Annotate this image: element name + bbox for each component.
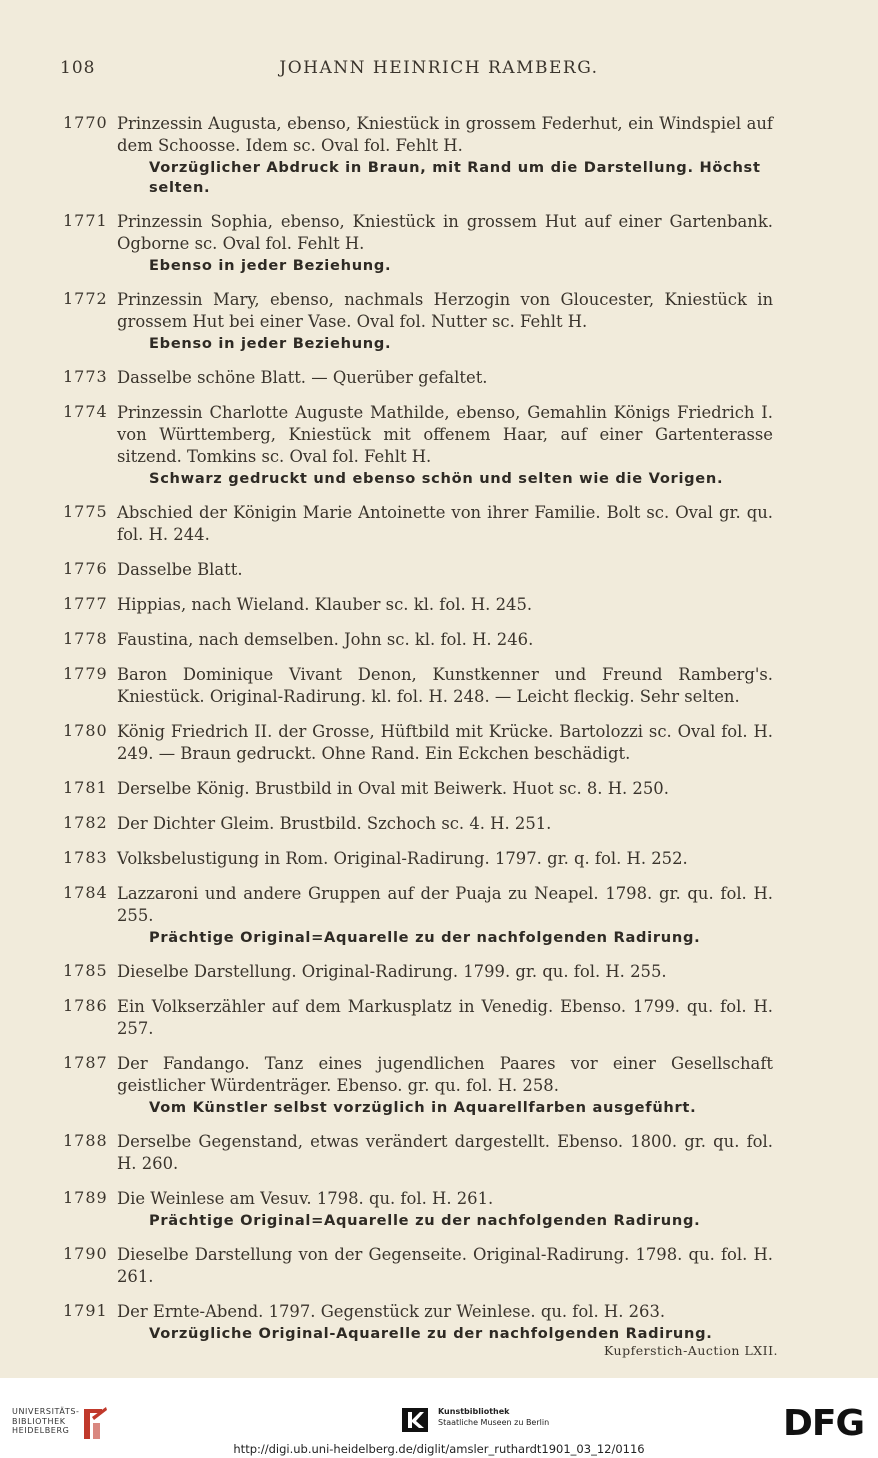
entry-remark: Schwarz gedruckt und ebenso schön und selten wie die Vorigen. — [149, 470, 724, 487]
catalogue-entry — [0, 502, 878, 546]
kunstbibliothek-label: Kunstbibliothek Staatliche Museen zu Berlin — [438, 1407, 550, 1427]
catalogue-entry — [0, 211, 878, 276]
digitization-strip — [0, 1378, 878, 1458]
entry-number: 1771 — [63, 211, 108, 230]
entry-description: Der Fandango. Tanz eines jugendlichen Paares vor einer Gesellschaft geistlicher Würdenträger. Ebenso. gr. qu. fol. H. 258. — [117, 1054, 773, 1095]
catalogue-entry — [0, 1244, 878, 1288]
catalogue-entry — [0, 848, 878, 870]
catalogue-entry — [0, 402, 878, 489]
entry-number: 1778 — [63, 629, 108, 648]
entry-number: 1789 — [63, 1188, 108, 1207]
catalogue-entry — [0, 996, 878, 1040]
entry-number: 1780 — [63, 721, 108, 740]
entry-description: Baron Dominique Vivant Denon, Kunstkenner und Freund Ramberg's. Kniestück. Original-Radirung. kl. fol. H. 248. — Leicht fleckig. Sehr selten. — [117, 665, 773, 706]
entry-description: Hippias, nach Wieland. Klauber sc. kl. fol. H. 245. — [117, 595, 533, 614]
catalogue-entry — [0, 778, 878, 800]
entry-number: 1787 — [63, 1053, 108, 1072]
entry-description: Faustina, nach demselben. John sc. kl. fol. H. 246. — [117, 630, 534, 649]
entry-description: Ein Volkserzähler auf dem Markusplatz in Venedig. Ebenso. 1799. qu. fol. H. 257. — [117, 997, 773, 1038]
entry-number: 1791 — [63, 1301, 108, 1320]
entry-description: König Friedrich II. der Grosse, Hüftbild mit Krücke. Bartolozzi sc. Oval fol. H. 249. — Braun gedruckt. Ohne Rand. Ein Eckchen beschädigt. — [117, 722, 773, 763]
entry-description: Der Ernte-Abend. 1797. Gegenstück zur Weinlese. qu. fol. H. 263. — [117, 1302, 666, 1321]
catalogue-entry — [0, 721, 878, 765]
entry-remark: Ebenso in jeder Beziehung. — [149, 257, 392, 274]
entry-number: 1770 — [63, 113, 108, 132]
entry-description: Dieselbe Darstellung. Original-Radirung. 1799. gr. qu. fol. H. 255. — [117, 962, 667, 981]
entry-number: 1774 — [63, 402, 108, 421]
entry-number: 1772 — [63, 289, 108, 308]
catalogue-entry — [0, 1053, 878, 1118]
entry-number: 1782 — [63, 813, 108, 832]
entry-remark: Prächtige Original=Aquarelle zu der nachfolgenden Radirung. — [149, 1212, 701, 1229]
entry-remark: Prächtige Original=Aquarelle zu der nachfolgenden Radirung. — [149, 929, 701, 946]
university-library-label: UNIVERSITÄTS- BIBLIOTHEK HEIDELBERG — [12, 1407, 80, 1435]
entry-number: 1783 — [63, 848, 108, 867]
entry-number: 1775 — [63, 502, 108, 521]
catalogue-entry — [0, 664, 878, 708]
catalogue-entries — [0, 113, 878, 1357]
entry-description: Volksbelustigung in Rom. Original-Radirung. 1797. gr. q. fol. H. 252. — [117, 849, 688, 868]
catalogue-entry — [0, 813, 878, 835]
catalogue-entry — [0, 367, 878, 389]
page-header — [0, 58, 878, 82]
entry-description: Prinzessin Augusta, ebenso, Kniestück in grossem Federhut, ein Windspiel auf dem Schoosse. Idem sc. Oval fol. Fehlt H. — [117, 114, 773, 155]
catalogue-entry — [0, 113, 878, 198]
entry-description: Die Weinlese am Vesuv. 1798. qu. fol. H. 261. — [117, 1189, 494, 1208]
entry-description: Prinzessin Charlotte Auguste Mathilde, ebenso, Gemahlin Königs Friedrich I. von Württemberg, Kniestück mit offenem Haar, auf einer Gartenterasse sitzend. Tomkins sc. Oval fol. Fehlt H. — [117, 403, 773, 466]
entry-number: 1784 — [63, 883, 108, 902]
catalogue-entry — [0, 289, 878, 354]
entry-description: Derselbe Gegenstand, etwas verändert dargestellt. Ebenso. 1800. gr. qu. fol. H. 260. — [117, 1132, 773, 1173]
entry-number: 1786 — [63, 996, 108, 1015]
entry-number: 1779 — [63, 664, 108, 683]
entry-remark: Vom Künstler selbst vorzüglich in Aquarellfarben ausgeführt. — [149, 1099, 697, 1116]
catalogue-entry — [0, 1301, 878, 1344]
catalogue-entry — [0, 961, 878, 983]
entry-number: 1788 — [63, 1131, 108, 1150]
catalogue-entry — [0, 1188, 878, 1231]
entry-description: Prinzessin Sophia, ebenso, Kniestück in grossem Hut auf einer Gartenbank. Ogborne sc. Oval fol. Fehlt H. — [117, 212, 773, 253]
catalogue-entry — [0, 1131, 878, 1175]
entry-number: 1777 — [63, 594, 108, 613]
kunstbibliothek-logo-icon — [402, 1408, 428, 1432]
entry-remark: Vorzügliche Original-Aquarelle zu der nachfolgenden Radirung. — [149, 1325, 713, 1342]
entry-number: 1776 — [63, 559, 108, 578]
entry-description: Der Dichter Gleim. Brustbild. Szchoch sc. 4. H. 251. — [117, 814, 552, 833]
running-title: JOHANN HEINRICH RAMBERG. — [279, 58, 599, 78]
entry-description: Lazzaroni und andere Gruppen auf der Puaja zu Neapel. 1798. gr. qu. fol. H. 255. — [117, 884, 773, 925]
entry-number: 1773 — [63, 367, 108, 386]
entry-remark: Vorzüglicher Abdruck in Braun, mit Rand um die Darstellung. Höchst selten. — [149, 159, 761, 196]
page-number: 108 — [60, 58, 96, 78]
entry-description: Dieselbe Darstellung von der Gegenseite. Original-Radirung. 1798. qu. fol. H. 261. — [117, 1245, 773, 1286]
entry-description: Prinzessin Mary, ebenso, nachmals Herzogin von Gloucester, Kniestück in grossem Hut bei einer Vase. Oval fol. Nutter sc. Fehlt H. — [117, 290, 773, 331]
catalogue-entry — [0, 629, 878, 651]
footer-signature: Kupferstich-Auction LXII. — [603, 1343, 778, 1358]
entry-description: Dasselbe Blatt. — [117, 560, 243, 579]
catalogue-entry — [0, 559, 878, 581]
entry-number: 1785 — [63, 961, 108, 980]
source-url[interactable]: http://digi.ub.uni-heidelberg.de/diglit/amsler_ruthardt1901_03_12/0116 — [233, 1442, 645, 1456]
university-logo-icon — [80, 1403, 110, 1443]
entry-description: Abschied der Königin Marie Antoinette von ihrer Familie. Bolt sc. Oval gr. qu. fol. H. 244. — [117, 503, 773, 544]
catalogue-entry — [0, 883, 878, 948]
entry-description: Derselbe König. Brustbild in Oval mit Beiwerk. Huot sc. 8. H. 250. — [117, 779, 669, 798]
dfg-logo: DFG — [782, 1403, 864, 1444]
entry-number: 1790 — [63, 1244, 108, 1263]
catalogue-entry — [0, 594, 878, 616]
entry-description: Dasselbe schöne Blatt. — Querüber gefaltet. — [117, 368, 488, 387]
entry-number: 1781 — [63, 778, 108, 797]
entry-remark: Ebenso in jeder Beziehung. — [149, 335, 392, 352]
